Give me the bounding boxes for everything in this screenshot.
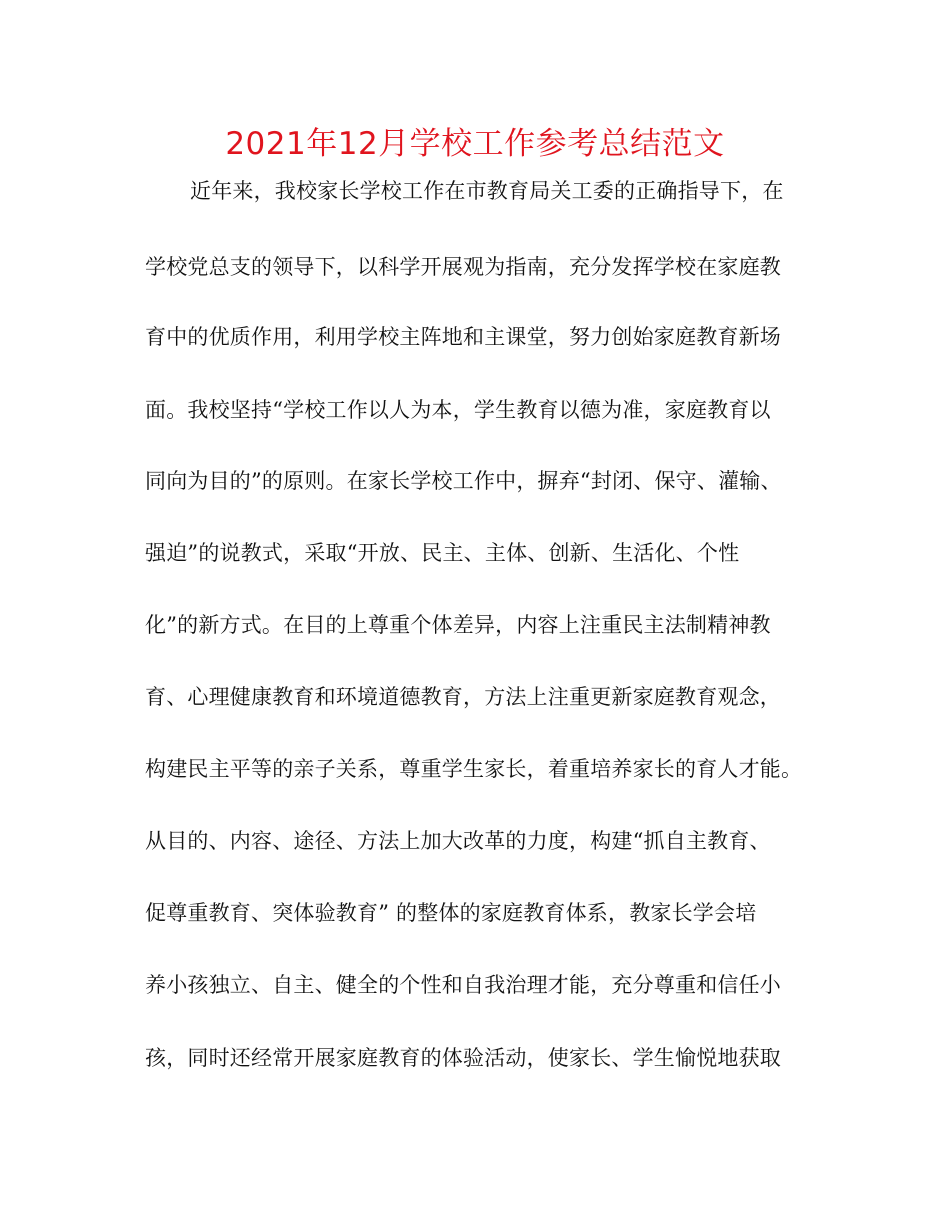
paragraph-line-11: 促尊重教育、突体验教育” 的整体的家庭教育体系，教家长学会培 [145, 901, 757, 925]
paragraph-line-2: 学校党总支的领导下，以科学开展观为指南，充分发挥学校在家庭教 [145, 255, 781, 279]
paragraph-line-13: 孩，同时还经常开展家庭教育的体验活动，使家长、学生愉悦地获取 [145, 1046, 781, 1070]
paragraph-line-8: 育、心理健康教育和环境道德教育，方法上注重更新家庭教育观念， [145, 685, 781, 709]
paragraph-line-4: 面。我校坚持“学校工作以人为本，学生教育以德为准，家庭教育以 [145, 398, 771, 422]
paragraph-line-1: 近年来，我校家长学校工作在市教育局关工委的正确指导下，在 [190, 179, 784, 203]
paragraph-line-10: 从目的、内容、途径、方法上加大改革的力度，构建“抓自主教育、 [145, 829, 771, 853]
paragraph-line-3: 育中的优质作用，利用学校主阵地和主课堂，努力创始家庭教育新场 [145, 325, 781, 349]
paragraph-line-7: 化”的新方式。在目的上尊重个体差异，内容上注重民主法制精神教 [145, 613, 771, 637]
paragraph-line-9: 构建民主平等的亲子关系，尊重学生家长，着重培养家长的育人才能。 [145, 757, 803, 781]
paragraph-line-12: 养小孩独立、自主、健全的个性和自我治理才能，充分尊重和信任小 [145, 973, 781, 997]
paragraph-line-5: 同向为目的”的原则。在家长学校工作中，摒弃“封闭、保守、灌输、 [145, 469, 782, 493]
paragraph-line-6: 强迫”的说教式，采取“开放、民主、主体、创新、生活化、个性 [145, 541, 740, 565]
document-title: 2021年12月学校工作参考总结范文 [225, 126, 725, 162]
